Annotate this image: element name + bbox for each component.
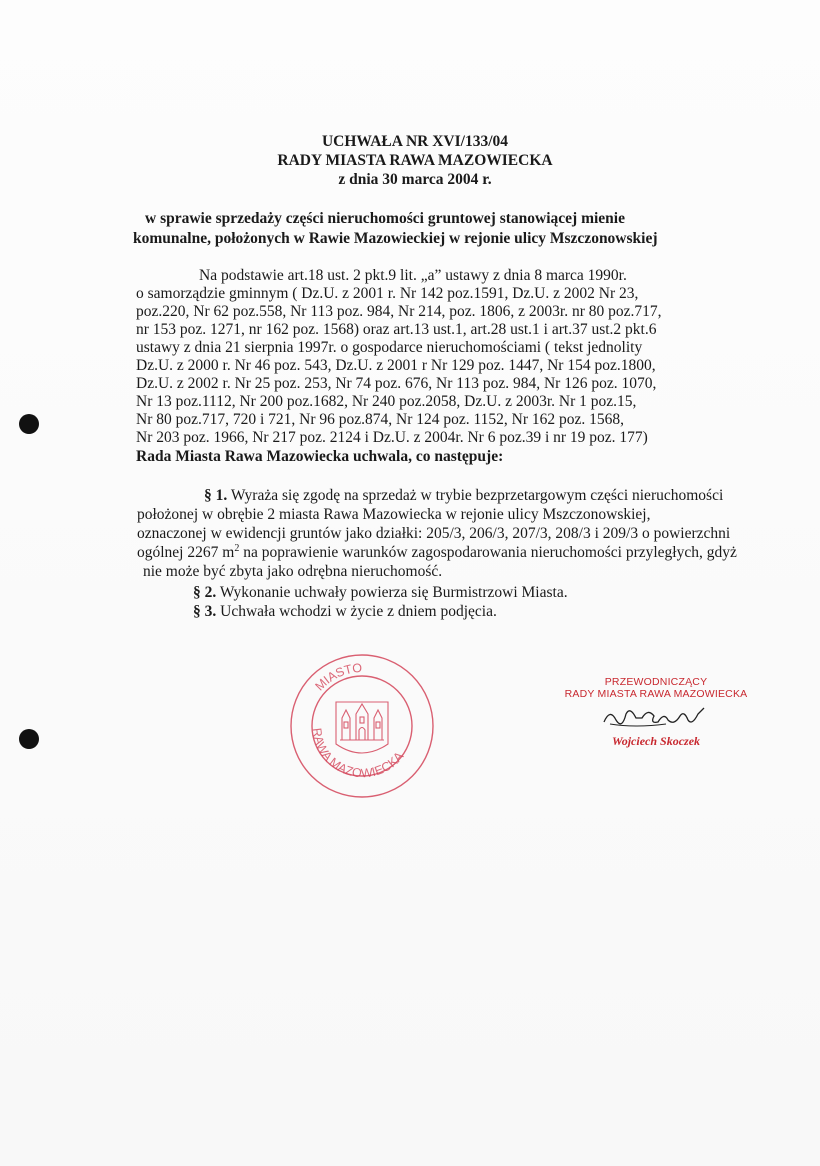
paragraph-1-text: Wyraża się zgodę na sprzedaż w trybie bezprzetargowym części nieruchomości — [230, 487, 724, 504]
council-name: RADY MIASTA RAWA MAZOWIECKA — [277, 152, 553, 169]
paragraph-1-line: ogólnej 2267 $m^2$ na poprawienie warunków zagospodarowania nieruchomości przyległych, gdyż — [137, 542, 737, 561]
signature-title-1: PRZEWODNICZĄCY — [604, 676, 708, 688]
handwritten-signature — [596, 702, 716, 730]
paragraph-2: § 2. Wykonanie uchwały powierza się Burmistrzowi Miasta. — [193, 584, 568, 601]
stamp-text-top: MIASTO — [312, 660, 363, 694]
signatory-name: Wojciech Skoczek — [611, 734, 701, 748]
paragraph-1-line: położonej w obrębie 2 miasta Rawa Mazowiecka w rejonie ulicy Mszczonowskiej, — [137, 506, 651, 523]
basis-line: Na podstawie art.18 ust. 2 pkt.9 lit. „a” ustawy z dnia 8 marca 1990r. — [199, 267, 627, 284]
basis-line: Nr 13 poz.1112, Nr 200 poz.1682, Nr 240 poz.2058, Dz.U. z 2003r. Nr 1 poz.15, — [136, 393, 637, 410]
resolution-date: z dnia 30 marca 2004 r. — [338, 171, 492, 188]
basis-line: o samorządzie gminnym ( Dz.U. z 2001 r. Nr 142 poz.1591, Dz.U. z 2002 Nr 23, — [136, 285, 639, 302]
paragraph-1-line — [204, 487, 723, 505]
resolves-clause: Rada Miasta Rawa Mazowiecka uchwala, co następuje: — [136, 448, 504, 465]
subject-line-1: w sprawie sprzedaży części nieruchomości gruntowej stanowiącej mienie — [145, 210, 625, 227]
signature-title-2: RADY MIASTA RAWA MAZOWIECKA — [564, 688, 748, 700]
punch-hole — [19, 729, 39, 749]
punch-hole — [19, 414, 39, 434]
basis-line: Dz.U. z 2002 r. Nr 25 poz. 253, Nr 74 poz. 676, Nr 113 poz. 984, Nr 126 poz. 1070, — [136, 375, 657, 392]
basis-line: Nr 80 poz.717, 720 i 721, Nr 96 poz.874, Nr 124 poz. 1152, Nr 162 poz. 1568, — [136, 411, 625, 428]
stamp-text-bottom: RAWA MAZOWIECKA — [309, 727, 407, 781]
official-stamp — [288, 652, 436, 800]
signature-block — [556, 676, 756, 749]
coat-of-arms-icon — [336, 702, 388, 753]
resolution-number: UCHWAŁA NR XVI/133/04 — [321, 133, 508, 150]
basis-line: ustawy z dnia 21 sierpnia 1997r. o gospodarce nieruchomościami ( tekst jednolity — [136, 339, 643, 356]
basis-line: nr 153 poz. 1271, nr 162 poz. 1568) oraz art.13 ust.1, art.28 ust.1 i art.37 ust.2 pkt.6 — [136, 321, 657, 338]
paragraph-1-line: nie może być zbyta jako odrębna nieruchomość. — [143, 563, 443, 580]
subject-line-2: komunalne, położonych w Rawie Mazowieckiej w rejonie ulicy Mszczonowskiej — [133, 230, 658, 247]
basis-line: poz.220, Nr 62 poz.558, Nr 113 poz. 984, Nr 214, poz. 1806, z 2003r. nr 80 poz.717, — [136, 303, 662, 320]
basis-line: Dz.U. z 2000 r. Nr 46 poz. 543, Dz.U. z 2001 r Nr 129 poz. 1447, Nr 154 poz.1800, — [136, 357, 656, 374]
paragraph-1-mark: § 1. — [204, 487, 228, 504]
paragraph-3: § 3. Uchwała wchodzi w życie z dniem podjęcia. — [193, 603, 497, 620]
paragraph-1-line: oznaczonej w ewidencji gruntów jako działki: 205/3, 206/3, 207/3, 208/3 i 209/3 o powierzchni — [137, 525, 731, 542]
basis-line: Nr 203 poz. 1966, Nr 217 poz. 2124 i Dz.U. z 2004r. Nr 6 poz.39 i nr 19 poz. 177) — [136, 429, 648, 446]
